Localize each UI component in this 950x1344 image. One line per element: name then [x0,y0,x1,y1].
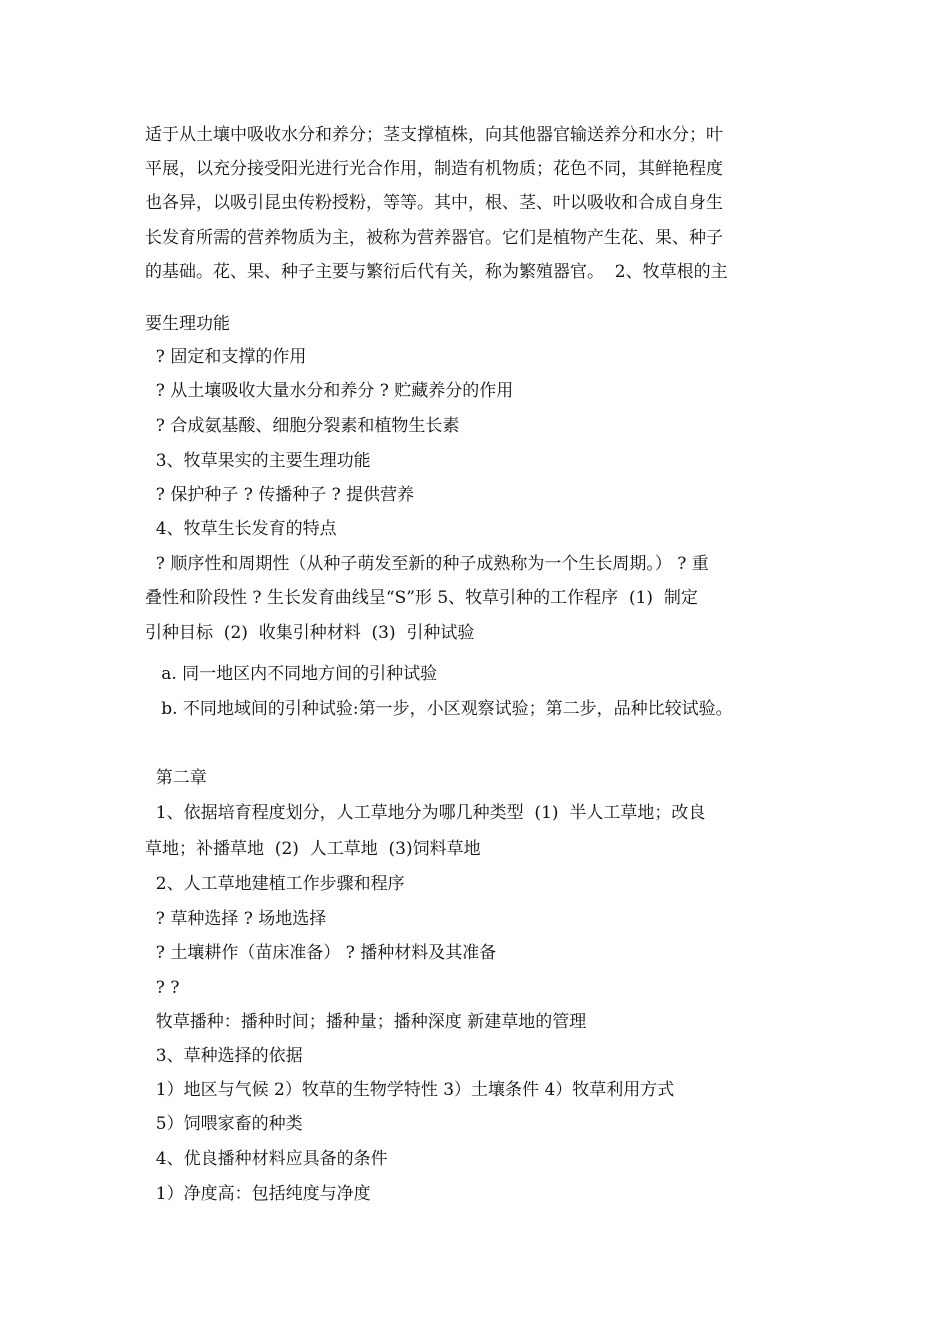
text-line: 引种目标 (2) 收集引种材料 (3) 引种试验 [145,623,475,643]
section-heading: 4、牧草生长发育的特点 [145,519,337,539]
text-line: 叠性和阶段性 ? 生长发育曲线呈“S”形 5、牧草引种的工作程序 (1) 制定 [145,588,698,608]
section-heading: 2、人工草地建植工作步骤和程序 [145,874,405,894]
list-item: ? 顺序性和周期性（从种子萌发至新的种子成熟称为一个生长周期。） ? 重 [145,554,709,574]
text-line: 适于从土壤中吸收水分和养分；茎支撑植株，向其他器官输送养分和水分；叶 [145,125,723,145]
section-heading: 3、草种选择的依据 [145,1046,303,1066]
section-heading: 1、依据培育程度划分，人工草地分为哪几种类型 (1) 半人工草地；改良 [145,803,706,823]
text-line: 牧草播种：播种时间；播种量；播种深度 新建草地的管理 [145,1012,587,1032]
chapter-heading: 第二章 [145,768,207,788]
list-item: ? 固定和支撑的作用 [145,347,307,367]
list-item: 5）饲喂家畜的种类 [145,1114,303,1134]
list-item: ? 从土壤吸收大量水分和养分 ? 贮藏养分的作用 [145,381,514,401]
list-item: ? 保护种子 ? 传播种子 ? 提供营养 [145,485,415,505]
list-item: 1）净度高：包括纯度与净度 [145,1184,371,1204]
text-line: 长发育所需的营养物质为主，被称为营养器官。它们是植物产生花、果、种子 [145,228,723,248]
section-heading: 3、牧草果实的主要生理功能 [145,451,371,471]
section-heading: 4、优良播种材料应具备的条件 [145,1149,388,1169]
text-line: 的基础。花、果、种子主要与繁衍后代有关，称为繁殖器官。 2、牧草根的主 [145,262,728,282]
text-line: 平展，以充分接受阳光进行光合作用，制造有机物质；花色不同，其鲜艳程度 [145,159,723,179]
list-item: ? ? [145,978,180,998]
list-item: b. 不同地域间的引种试验:第一步，小区观察试验；第二步，品种比较试验。 [145,699,733,719]
list-item: ? 合成氨基酸、细胞分裂素和植物生长素 [145,416,460,436]
list-item: ? 土壤耕作（苗床准备） ? 播种材料及其准备 [145,943,497,963]
list-item: a. 同一地区内不同地方间的引种试验 [145,664,438,684]
list-item: 1）地区与气候 2）牧草的生物学特性 3）土壤条件 4）牧草利用方式 [145,1080,675,1100]
text-line: 要生理功能 [145,314,230,334]
text-line: 也各异，以吸引昆虫传粉授粉，等等。其中，根、茎、叶以吸收和合成自身生 [145,193,723,213]
list-item: ? 草种选择 ? 场地选择 [145,909,327,929]
text-line: 草地；补播草地 (2) 人工草地 (3)饲料草地 [145,839,481,859]
